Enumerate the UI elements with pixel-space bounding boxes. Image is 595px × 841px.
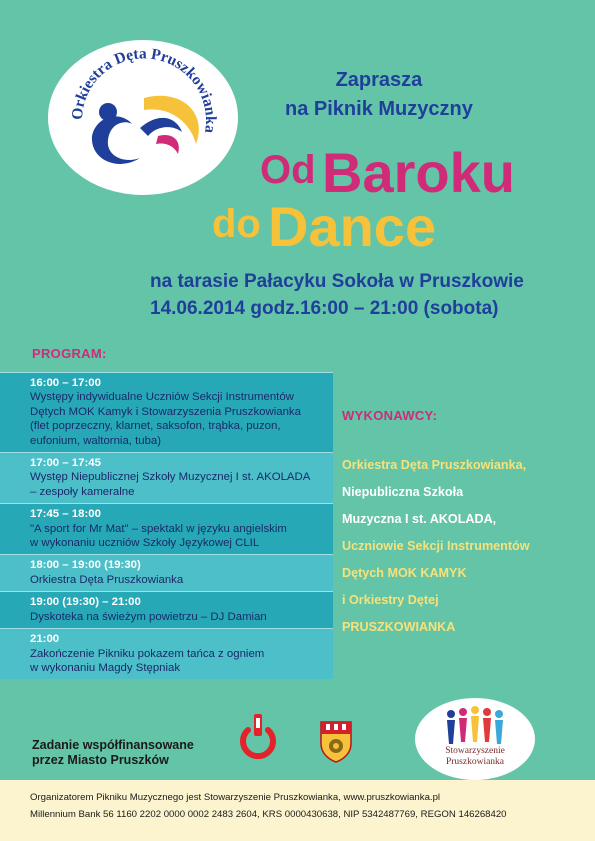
program-item-time: 17:00 – 17:45 bbox=[30, 457, 101, 470]
title-dance: Dance bbox=[268, 195, 437, 258]
venue-place: na tarasie Pałacyku Sokoła w Pruszkowie bbox=[150, 271, 524, 292]
invite-line-1: Zaprasza bbox=[335, 69, 423, 91]
performers-heading: WYKONAWCY: bbox=[342, 408, 438, 423]
program-list bbox=[0, 372, 333, 679]
footer bbox=[0, 780, 595, 841]
cofinance-line-1: Zadanie współfinansowane bbox=[32, 738, 194, 752]
program-item-time: 16:00 – 17:00 bbox=[30, 377, 101, 389]
performer-line: Dętych MOK KAMYK bbox=[342, 566, 467, 580]
invite-line-2: na Piknik Muzyczny bbox=[285, 98, 473, 120]
program-item-description: Występ Niepublicznej Szkoły Muzycznej I st. AKOLADA – zespoły kameralne bbox=[30, 471, 311, 498]
orchestra-logo-text: Orkiestra Dęta Pruszkowianka bbox=[68, 45, 220, 135]
people-icon bbox=[443, 706, 507, 746]
title-od: Od bbox=[260, 148, 316, 192]
program-item bbox=[0, 591, 333, 628]
footer-organizer: Organizatorem Pikniku Muzycznego jest Stowarzyszenie Pruszkowianka, www.pruszkowianka.pl bbox=[30, 792, 441, 803]
performer-line: Orkiestra Dęta Pruszkowianka, bbox=[342, 458, 527, 472]
performer-line: Muzyczna I st. AKOLADA, bbox=[342, 512, 497, 526]
program-item-description: "A sport for Mr Mat" – spektakl w języku angielskim w wykonaniu uczniów Szkoły Językowej CLIL bbox=[30, 522, 287, 550]
program-item bbox=[0, 503, 333, 554]
title-baroku: Baroku bbox=[322, 141, 515, 204]
program-item bbox=[0, 372, 333, 452]
association-name: Stowarzyszenie Pruszkowianka bbox=[445, 746, 505, 767]
cofinance-text bbox=[32, 738, 194, 768]
program-item-description: Zakończenie Pikniku pokazem tańca z ogniem w wykonaniu Magdy Stępniak bbox=[30, 647, 265, 674]
program-item-time: 17:45 – 18:00 bbox=[30, 508, 101, 521]
performers-list bbox=[342, 452, 530, 641]
invite-text bbox=[285, 66, 473, 124]
program-item-time: 21:00 bbox=[30, 633, 60, 646]
pruszkow-crest-logo bbox=[318, 718, 354, 764]
program-item bbox=[0, 452, 333, 503]
association-logo bbox=[415, 698, 535, 780]
cofinance-line-2: przez Miasto Pruszków bbox=[32, 753, 169, 767]
sponsor-power-logo bbox=[236, 710, 280, 762]
program-item-description: Orkiestra Dęta Pruszkowianka bbox=[30, 573, 184, 586]
crest-icon bbox=[318, 718, 354, 764]
performer-line: Niepubliczna Szkoła bbox=[342, 485, 464, 499]
venue-info bbox=[150, 268, 524, 322]
title-do: do bbox=[212, 202, 261, 246]
power-icon bbox=[236, 710, 280, 762]
program-item bbox=[0, 554, 333, 591]
program-item-description: Dyskoteka na świeżym powietrzu – DJ Damian bbox=[30, 610, 267, 623]
performer-line: i Orkiestry Dętej bbox=[342, 593, 439, 607]
orchestra-logo-graphic bbox=[48, 40, 238, 195]
program-item-time: 19:00 (19:30) – 21:00 bbox=[30, 596, 141, 609]
performer-line: Uczniowie Sekcji Instrumentów bbox=[342, 539, 530, 553]
program-item-description: Występy indywidualne Uczniów Sekcji Instrumentów Dętych MOK Kamyk i Stowarzyszenia Pruszkowianka (flet poprzeczny, klarnet, saksofon, trąbka, puzon, eufonium, waltornia, tuba) bbox=[30, 391, 301, 447]
orchestra-logo bbox=[48, 40, 238, 195]
footer-bank-info: Millennium Bank 56 1160 2202 0000 0002 2483 2604, KRS 0000430638, NIP 5342487769, REGON 146268420 bbox=[30, 809, 507, 820]
performer-line: PRUSZKOWIANKA bbox=[342, 620, 456, 634]
program-heading: PROGRAM: bbox=[32, 346, 107, 361]
event-date: 14.06.2014 godz.16:00 – 21:00 (sobota) bbox=[150, 298, 499, 319]
program-item-time: 18:00 – 19:00 (19:30) bbox=[30, 559, 141, 572]
program-item bbox=[0, 628, 333, 679]
